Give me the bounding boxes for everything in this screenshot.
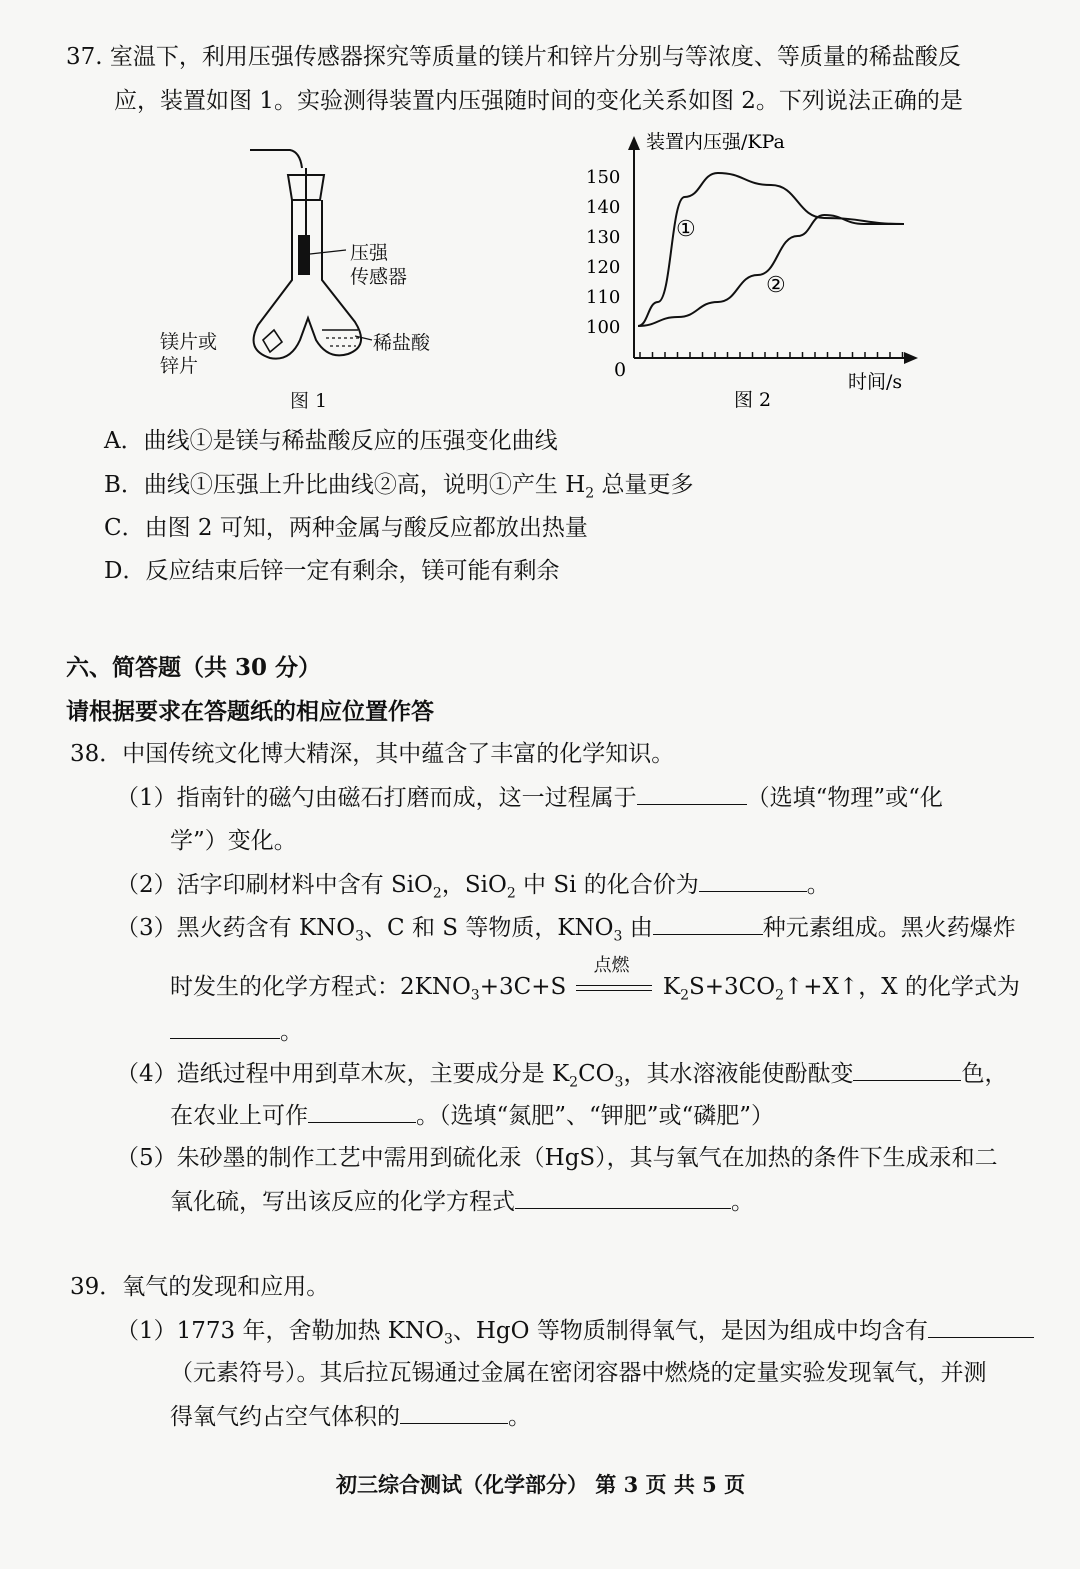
chart-xlabel: 时间/s [848, 371, 903, 393]
q38-p3-sub-d: 2 [680, 987, 689, 1004]
fig1-caption: 图 1 [290, 390, 328, 412]
q37-option-a: A．曲线①是镁与稀盐酸反应的压强变化曲线 [104, 428, 558, 454]
q38-p3-text-c: 由 [622, 915, 653, 941]
reaction-condition: 点燃 [593, 955, 630, 976]
q39-stem: 39．氧气的发现和应用。 [70, 1274, 330, 1300]
chart-ytick-label: 150 [586, 167, 621, 188]
q39-part1-cont2 [170, 1401, 531, 1432]
q38-p3-end: 。 [280, 1019, 303, 1045]
q38-p1-blank[interactable] [637, 782, 747, 805]
q38-p2-sub-b: 2 [506, 885, 516, 902]
chart-ytick-label: 110 [586, 287, 621, 308]
q38-p4-blank-2[interactable] [308, 1100, 416, 1123]
page-footer: 初三综合测试（化学部分） 第 3 页 共 5 页 [336, 1472, 746, 1497]
q37-option-c: C．由图 2 可知，两种金属与酸反应都放出热量 [104, 515, 588, 541]
section6-title: 六、简答题（共 30 分） [66, 654, 322, 681]
q38-p4-blank-1[interactable] [853, 1058, 961, 1081]
q38-p3-text-i: ↑+X↑，X 的化学式为 [784, 974, 1020, 1000]
fig1-label-sensor-1: 压强 [350, 242, 389, 264]
q37-option-b-sub: 2 [585, 485, 595, 502]
q38-p2-sub-a: 2 [432, 885, 442, 902]
q38-p4-sub-b: 3 [614, 1074, 624, 1091]
figure-2-pressure-chart [570, 130, 930, 420]
q38-p4-text-a: （4）造纸过程中用到草木灰，主要成分是 K [116, 1061, 570, 1087]
q38-p4-text-b: CO [578, 1061, 615, 1087]
q38-part5-cont [170, 1186, 754, 1217]
chart-ytick-label: 130 [586, 227, 621, 248]
q38-p3-blank-2[interactable] [170, 1016, 280, 1039]
q38-p5-end: 。 [731, 1189, 754, 1215]
q39-part1 [116, 1315, 1034, 1346]
chart-series-line-1 [638, 173, 904, 326]
q39-p1-blank-1[interactable] [928, 1315, 1034, 1338]
q38-p2-text-a: （2）活字印刷材料中含有 SiO [116, 872, 433, 898]
q38-part3-equation [170, 955, 1020, 1004]
section6-instruction: 请根据要求在答题纸的相应位置作答 [66, 698, 434, 725]
q39-p1-blank-2[interactable] [400, 1401, 508, 1424]
q37-stem-line2: 应，装置如图 1。实验测得装置内压强随时间的变化关系如图 2。下列说法正确的是 [114, 88, 963, 114]
q38-p3-text-f: +3C+S [479, 974, 574, 1000]
chart-series-1-label: ① [676, 217, 696, 242]
q38-stem: 38．中国传统文化博大精深，其中蕴含了丰富的化学知识。 [70, 741, 675, 767]
chart-origin-label: 0 [614, 359, 627, 381]
q37-option-b-post: 总量更多 [594, 472, 694, 498]
chart-ylabel: 装置内压强/KPa [646, 131, 785, 153]
q38-part4 [116, 1058, 1007, 1089]
q38-p2-text-b: ，SiO [441, 872, 507, 898]
q38-part1-cont: 学”）变化。 [170, 828, 297, 854]
q39-p1-text-b: 、HgO 等物质制得氧气，是因为组成中均含有 [452, 1318, 928, 1344]
q38-p4-text-f: 。（选填“氮肥”、“钾肥”或“磷肥”） [416, 1103, 775, 1129]
chart-ytick-label: 120 [586, 257, 621, 278]
q38-p3-text-b: 、C 和 S 等物质，KNO [364, 915, 614, 941]
q38-p2-text-c: 中 Si 的化合价为 [515, 872, 699, 898]
q38-p3-text-e: 时发生的化学方程式：2KNO [170, 974, 471, 1000]
q37-stem-line1: 37. 室温下，利用压强传感器探究等质量的镁片和锌片分别与等浓度、等质量的稀盐酸反 [66, 44, 961, 70]
chart-ytick-label: 140 [586, 197, 621, 218]
q39-p1-text-d: 得氧气约占空气体积的 [170, 1404, 400, 1430]
q38-part2 [116, 869, 830, 900]
q38-p2-end: 。 [806, 872, 830, 898]
q38-p5-text-b: 氧化硫，写出该反应的化学方程式 [170, 1189, 515, 1215]
q38-p4-text-c: ，其水溶液能使酚酞变 [623, 1061, 854, 1087]
chart-ytick-label: 100 [586, 317, 621, 338]
q38-p3-blank-1[interactable] [653, 912, 763, 935]
q38-p3-text-h: S+3CO [688, 974, 776, 1000]
q38-p3-text-g: K [655, 974, 681, 1000]
q38-part3 [116, 912, 1016, 943]
q38-p3-sub-b: 3 [613, 928, 623, 945]
q38-p3-sub-e: 2 [775, 987, 785, 1004]
fig1-label-metal-2: 锌片 [160, 355, 199, 377]
q37-option-d: D．反应结束后锌一定有剩余，镁可能有剩余 [104, 558, 560, 584]
q38-part3-answer [170, 1016, 303, 1047]
q38-p1-text: （1）指南针的磁勺由磁石打磨而成，这一过程属于 [116, 785, 637, 811]
q38-part4-cont [170, 1100, 774, 1131]
q39-p1-end: 。 [508, 1404, 531, 1430]
q39-part1-cont: （元素符号）。其后拉瓦锡通过金属在密闭容器中燃烧的定量实验发现氧气，并测 [170, 1360, 987, 1386]
q38-p4-text-d: 色， [961, 1061, 1008, 1087]
q38-p5-blank[interactable] [515, 1186, 731, 1209]
q39-p1-sub: 3 [443, 1331, 453, 1348]
q38-p4-sub-a: 2 [569, 1074, 579, 1091]
q38-p3-sub-a: 3 [355, 928, 365, 945]
q38-p2-blank[interactable] [699, 869, 807, 892]
q38-p4-text-e: 在农业上可作 [170, 1103, 308, 1129]
reaction-arrow [574, 955, 656, 1003]
q38-part5: （5）朱砂墨的制作工艺中需用到硫化汞（HgS），其与氧气在加热的条件下生成汞和二 [116, 1145, 998, 1171]
q38-part1 [116, 782, 943, 813]
q38-p1-options: （选填“物理”或“化 [746, 785, 943, 811]
q38-p3-sub-c: 3 [470, 987, 480, 1004]
q37-option-b [104, 470, 694, 500]
chart-caption: 图 2 [734, 389, 772, 411]
q38-p3-text-a: （3）黑火药含有 KNO [116, 915, 356, 941]
chart-series-2-label: ② [766, 273, 786, 298]
figure-1-apparatus [150, 140, 460, 420]
fig1-label-acid: 稀盐酸 [373, 332, 431, 354]
q39-p1-text-a: （1）1773 年，舍勒加热 KNO [116, 1318, 444, 1344]
q38-p3-text-d: 种元素组成。黑火药爆炸 [762, 915, 1016, 941]
fig1-label-sensor-2: 传感器 [350, 266, 408, 288]
q37-option-b-text: B．曲线①压强上升比曲线②高，说明①产生 H [104, 472, 586, 498]
fig1-label-metal-1: 镁片或 [160, 331, 218, 353]
